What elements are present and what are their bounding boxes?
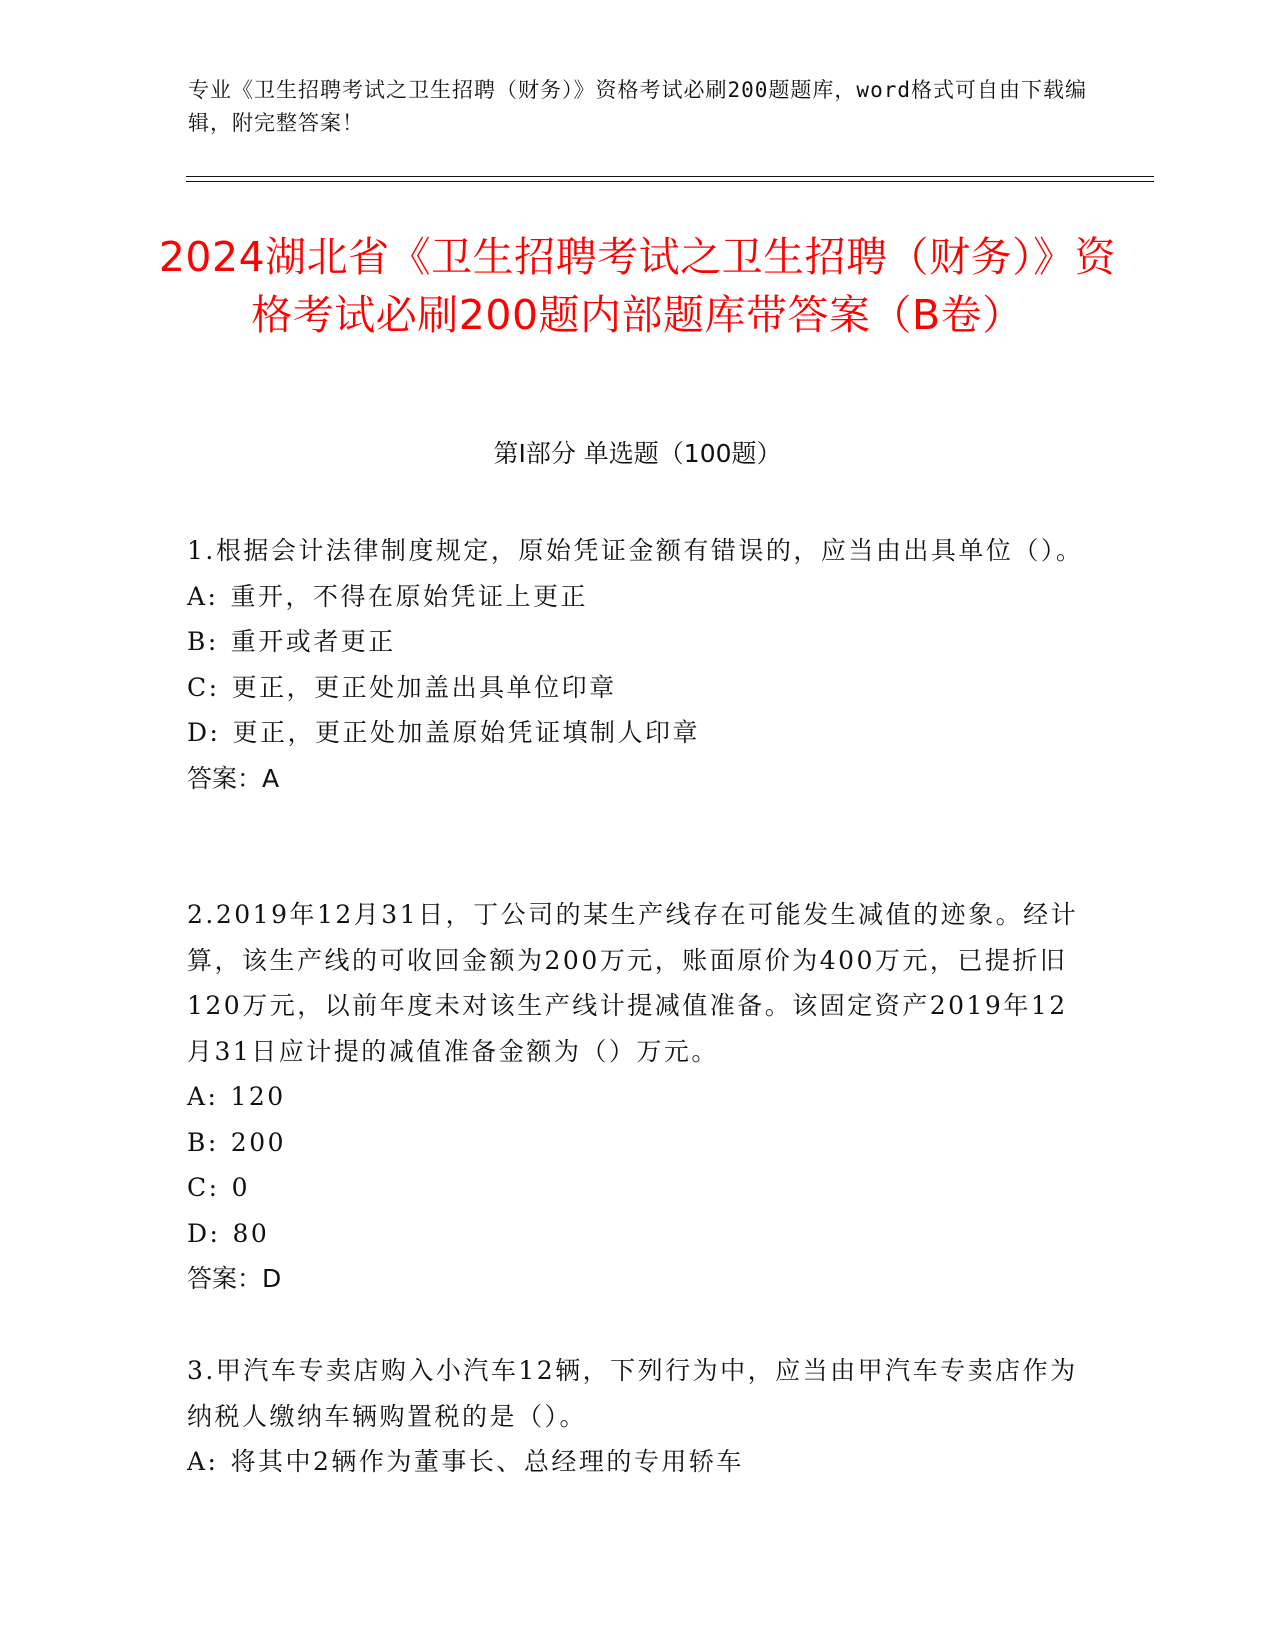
- option-a: [187, 1439, 1087, 1485]
- option-label: A:: [187, 581, 219, 611]
- question-3: [187, 1348, 1087, 1485]
- option-label: D:: [187, 718, 221, 747]
- option-text: 更正，更正处加盖原始凭证填制人印章: [232, 718, 700, 747]
- option-text: 更正，更正处加盖出具单位印章: [231, 672, 617, 702]
- header-note: 专业《卫生招聘考试之卫生招聘（财务）》资格考试必刷200题题库，word格式可自由下载编辑，附完整答案！: [188, 78, 1087, 135]
- question-1: [187, 528, 1087, 801]
- header-rule-double: [186, 181, 1154, 182]
- option-text: 0: [231, 1173, 250, 1202]
- question-stem: 3.甲汽车专卖店购入小汽车12辆，下列行为中，应当由甲汽车专卖店作为纳税人缴纳车辆购置税的是（）。: [187, 1356, 1078, 1431]
- option-d: [187, 1211, 1087, 1257]
- option-label: A:: [187, 1447, 219, 1476]
- option-d: [187, 710, 1087, 756]
- option-b: [187, 619, 1087, 665]
- option-a: [187, 574, 1087, 620]
- option-label: A:: [187, 1082, 219, 1111]
- option-label: B:: [187, 627, 219, 656]
- option-label: C:: [187, 672, 220, 702]
- option-c: [187, 665, 1087, 711]
- option-text: 重开或者更正: [230, 627, 396, 656]
- question-stem: 1.根据会计法律制度规定，原始凭证金额有错误的，应当由出具单位（）。: [187, 536, 1084, 565]
- option-a: [187, 1074, 1087, 1120]
- answer: 答案：D: [187, 1264, 282, 1293]
- question-stem: 2.2019年12月31日，丁公司的某生产线存在可能发生减值的迹象。经计算，该生产线的可收回金额为200万元，账面原价为400万元，已提折旧120万元，以前年度未对该生产线计提减值准备。该固定资产2019年12月31日应计提的减值准备金额为（）万元。: [187, 900, 1079, 1066]
- option-text: 120: [230, 1082, 286, 1111]
- option-text: 200: [230, 1127, 287, 1157]
- option-text: 重开，不得在原始凭证上更正: [230, 581, 588, 611]
- section-title: 第I部分 单选题（100题）: [493, 439, 782, 468]
- option-text: 80: [232, 1218, 270, 1248]
- answer: 答案：A: [187, 763, 280, 793]
- option-label: B:: [187, 1127, 219, 1157]
- document-title: 2024湖北省《卫生招聘考试之卫生招聘（财务）》资格考试必刷200题内部题库带答案（B卷）: [158, 233, 1117, 339]
- option-label: D:: [187, 1218, 221, 1248]
- header-rule: [186, 176, 1154, 177]
- option-c: [187, 1165, 1087, 1211]
- option-label: C:: [187, 1173, 220, 1202]
- question-2: [187, 892, 1087, 1302]
- option-text: 将其中2辆作为董事长、总经理的专用轿车: [230, 1447, 744, 1476]
- option-b: [187, 1120, 1087, 1166]
